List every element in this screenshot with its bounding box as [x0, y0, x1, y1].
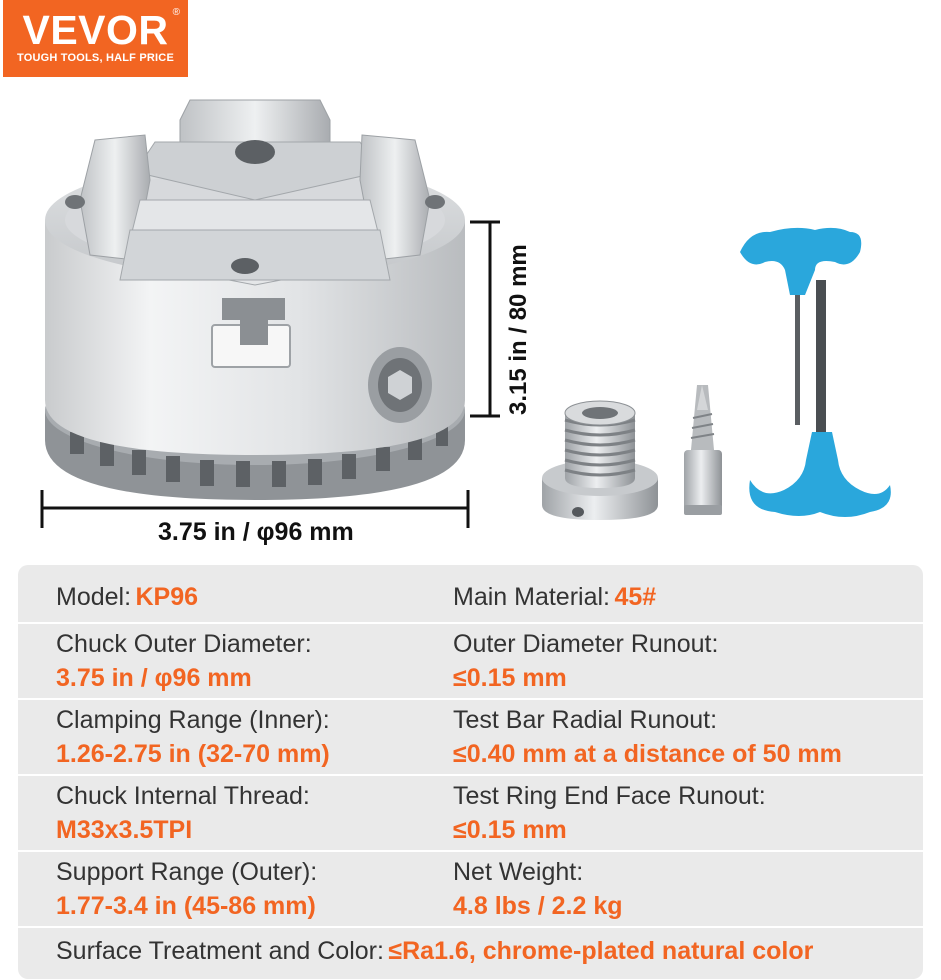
spec-support-range [56, 857, 317, 921]
spec-label: Support Range (Outer): [56, 858, 318, 886]
spec-panel [18, 565, 923, 979]
product-illustration [0, 80, 941, 560]
spec-value: 1.77-3.4 in (45-86 mm) [56, 892, 316, 920]
spec-value: 4.8 lbs / 2.2 kg [453, 892, 623, 920]
spec-label: Test Bar Radial Runout: [453, 706, 718, 734]
spec-value: 3.75 in / φ96 mm [56, 664, 252, 692]
brand-name: VEVOR [22, 7, 169, 53]
spec-label: Chuck Internal Thread: [56, 782, 310, 810]
spec-value: 45# [614, 583, 657, 611]
spec-row [18, 622, 923, 698]
chuck [45, 100, 465, 500]
spec-chuck-internal-thread [56, 781, 310, 845]
t-handle-wrench-bottom [749, 280, 891, 517]
brand-tagline: TOUGH TOOLS, HALF PRICE [17, 52, 174, 64]
spec-label: Surface Treatment and Color: [56, 937, 384, 965]
spec-row [18, 565, 923, 622]
product-image [0, 80, 941, 560]
spec-value: ≤Ra1.6, chrome-plated natural color [388, 937, 814, 965]
spec-row [18, 698, 923, 774]
spec-value: ≤0.15 mm [453, 664, 567, 692]
spec-chuck-outer-diameter [56, 629, 312, 693]
spec-net-weight [453, 857, 623, 921]
spec-main-material [453, 582, 656, 612]
spec-value: M33x3.5TPI [56, 816, 193, 844]
threaded-adapter [542, 401, 658, 520]
spec-label: Clamping Range (Inner): [56, 706, 330, 734]
spec-label: Chuck Outer Diameter: [56, 630, 312, 658]
spec-label: Model: [56, 583, 132, 611]
wood-screw [684, 385, 722, 515]
spec-value: ≤0.15 mm [453, 816, 567, 844]
spec-outer-diameter-runout [453, 629, 718, 693]
t-handle-wrench-top [740, 228, 861, 425]
brand-logo [3, 0, 188, 77]
spec-label: Outer Diameter Runout: [453, 630, 719, 658]
spec-row [18, 850, 923, 926]
registered-mark: ® [172, 7, 180, 18]
height-dimension-label: 3.15 in / 80 mm [505, 244, 532, 415]
spec-clamping-range [56, 705, 330, 769]
spec-row [18, 926, 923, 979]
spec-value: ≤0.40 mm at a distance of 50 mm [453, 740, 842, 768]
spec-label: Main Material: [453, 583, 610, 611]
spec-value: 1.26-2.75 in (32-70 mm) [56, 740, 330, 768]
spec-value: KP96 [135, 583, 199, 611]
spec-test-bar-radial-runout [453, 705, 842, 769]
spec-row [18, 774, 923, 850]
spec-label: Net Weight: [453, 858, 584, 886]
spec-test-ring-end-face-runout [453, 781, 766, 845]
width-dimension-label: 3.75 in / φ96 mm [158, 518, 354, 546]
spec-model [56, 582, 198, 612]
spec-label: Test Ring End Face Runout: [453, 782, 766, 810]
spec-surface-treatment [56, 936, 813, 966]
height-dimension-line [470, 222, 500, 416]
